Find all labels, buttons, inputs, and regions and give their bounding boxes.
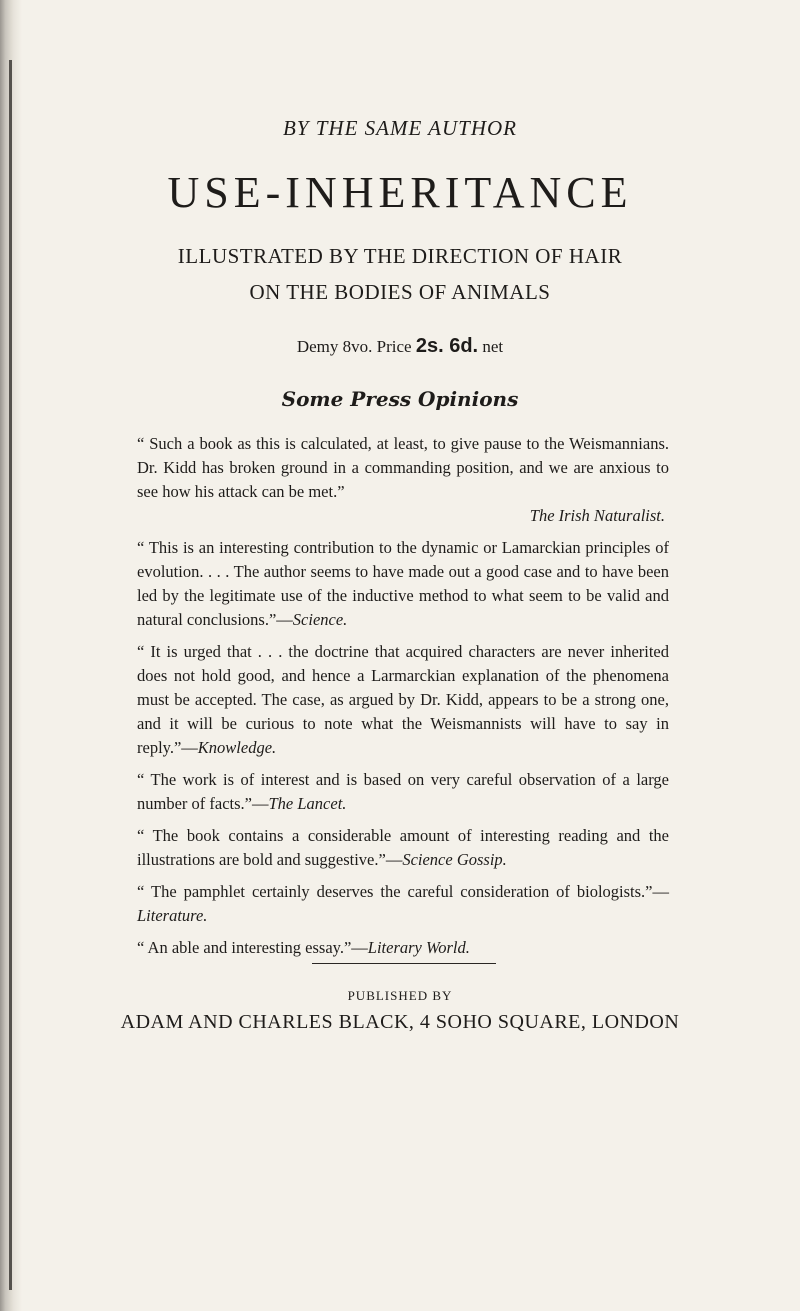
review-source: The Lancet.	[268, 794, 347, 813]
published-by: PUBLISHED BY	[347, 988, 453, 1003]
review	[137, 536, 669, 632]
subtitle-line-2: ON THE BODIES OF ANIMALS	[249, 280, 551, 304]
by-same-author: BY THE SAME AUTHOR	[282, 116, 518, 140]
price-suffix: net	[482, 337, 504, 356]
review-text: “ The work is of interest and is based on very careful observation of a large number of facts.”—	[137, 770, 669, 813]
review	[137, 640, 669, 760]
review-source: The Irish Naturalist.	[529, 506, 665, 525]
review-text: “ The pamphlet certainly deserves the careful consideration of biologists.”—	[137, 882, 669, 901]
review	[137, 768, 669, 816]
review-text: “ This is an interesting contribution to the dynamic or Lamarckian principles of evolution. . . . The author seems to have made out a good case and to have been led by the legitimate use of the inductive method to what seem to be valid and natural conclusions.”—	[137, 538, 669, 629]
press-heading: Some Press Opinions	[281, 387, 519, 411]
review-text: “ Such a book as this is calculated, at least, to give pause to the Weismannians. Dr. Kidd has broken ground in a commanding position, and we are anxious to see how his attack can be met.”	[137, 434, 669, 501]
review	[137, 432, 669, 528]
review-source: Science Gossip.	[402, 850, 507, 869]
review-text: “ It is urged that . . . the doctrine that acquired characters are never inherited does not hold good, and hence a Larmarckian explanation of the phenomena must be accepted. The case, as argued by Dr. Kidd, appears to be a strong one, and it will be curious to note what the Weismannists will have to say in reply.”—	[137, 642, 669, 757]
divider-rule	[312, 963, 496, 964]
review	[137, 824, 669, 872]
review-text: “ The book contains a considerable amount of interesting reading and the illustrations are bold and suggestive.”—	[137, 826, 669, 869]
book-subtitle	[0, 238, 800, 310]
review-text: “ An able and interesting essay.”—	[137, 938, 368, 957]
publisher-imprint: ADAM AND CHARLES BLACK, 4 SOHO SQUARE, LONDON	[120, 1011, 680, 1033]
book-title: USE-INHERITANCE	[167, 168, 633, 217]
price-amount: 2s. 6d.	[415, 335, 479, 357]
review	[137, 880, 669, 928]
press-reviews	[137, 432, 669, 968]
review-source: Literary World.	[367, 938, 470, 957]
review-source: Knowledge.	[197, 738, 277, 757]
price-prefix: Demy 8vo. Price	[296, 337, 412, 356]
subtitle-line-1: ILLUSTRATED BY THE DIRECTION OF HAIR	[177, 244, 623, 268]
review-source: Literature.	[137, 906, 208, 925]
review	[137, 936, 669, 960]
price-line	[0, 335, 800, 358]
review-source: Science.	[292, 610, 348, 629]
